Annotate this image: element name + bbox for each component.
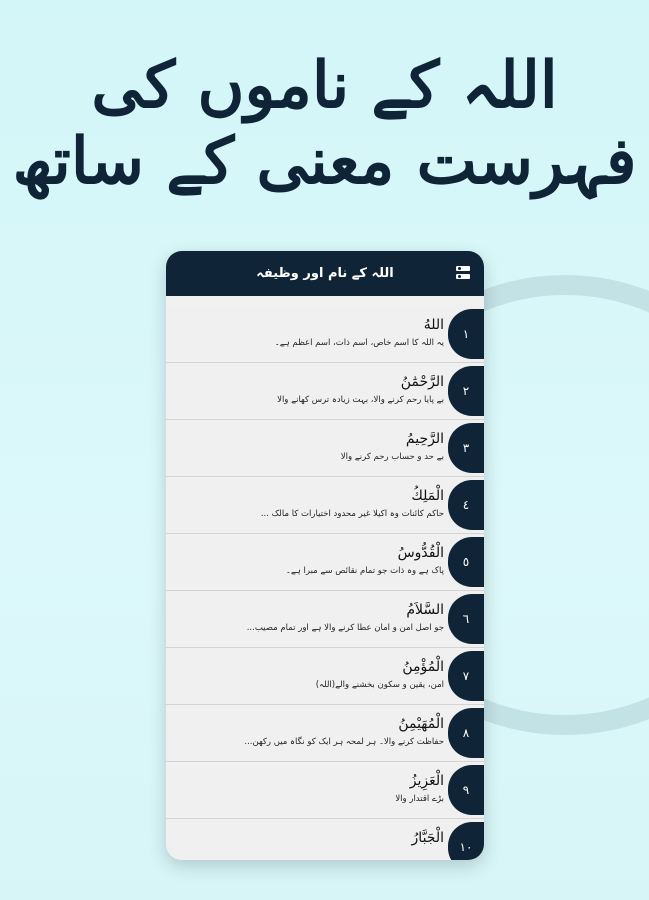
number-badge: ٩: [448, 765, 484, 815]
number-badge: ١٠: [448, 822, 484, 860]
number-badge: ١: [448, 309, 484, 359]
name-meaning: بے حد و حساب رحم کرنے والا: [340, 452, 444, 462]
name-title: الْمُهَيْمِنُ: [398, 716, 444, 732]
list-view-icon[interactable]: [456, 266, 470, 280]
number-badge: ٨: [448, 708, 484, 758]
list-item[interactable]: [166, 705, 484, 762]
name-title: الْمُؤْمِنُ: [402, 659, 444, 675]
name-title: السَّلاَمُ: [406, 602, 444, 618]
name-meaning: حفاظت کرنے والا۔ ہر لمحہ ہر ایک کو نگاہ میں رکھن...: [244, 737, 444, 747]
number-badge: ٧: [448, 651, 484, 701]
list-item-text: [172, 713, 444, 749]
name-meaning: امن، یقین و سکون بخشنے والے(اللہ): [315, 680, 444, 690]
list-item-text: [172, 428, 444, 464]
number-badge: ٢: [448, 366, 484, 416]
list-item-text: [172, 827, 444, 849]
list-item-text: [172, 542, 444, 578]
list-item[interactable]: [166, 306, 484, 363]
name-title: الْقُدُّوسُ: [397, 545, 444, 561]
name-meaning: بڑے اقتدار والا: [395, 794, 444, 804]
names-list: [166, 306, 484, 860]
number-badge: ٣: [448, 423, 484, 473]
name-meaning: حاکم کائنات وہ اکیلا غیر محدود اختیارات کا مالک ...: [260, 509, 444, 519]
name-title: الرَّحِيمُ: [405, 431, 444, 447]
list-item-text: [172, 656, 444, 692]
name-meaning: جو اصل امن و امان عطا کرنے والا ہے اور تمام مصیب...: [246, 623, 444, 633]
list-item-text: [172, 371, 444, 407]
name-meaning: بے پایا رحم کرنے والا، بہت زیادہ ترس کھانے والا: [277, 395, 444, 405]
list-item-text: [172, 485, 444, 521]
number-badge: ٥: [448, 537, 484, 587]
list-item[interactable]: [166, 762, 484, 819]
name-title: الرَّحْمَٰنُ: [400, 374, 444, 390]
list-item-text: [172, 770, 444, 806]
name-title: الْمَلِكُ: [411, 488, 444, 504]
headline-line-2: فہرست معنی کے ساتھ: [12, 124, 637, 199]
app-title: اللہ کے نام اور وظیفہ: [256, 266, 394, 281]
list-item[interactable]: [166, 534, 484, 591]
name-meaning: پاک ہے وہ ذات جو تمام نقائص سے مبرا ہے۔: [285, 566, 444, 576]
app-bar: [166, 251, 484, 296]
list-item[interactable]: [166, 591, 484, 648]
name-title: اللهُ: [423, 317, 444, 333]
name-meaning: یہ اللہ کا اسم خاص، اسم ذات، اسم اعظم ہے۔: [274, 338, 444, 348]
name-title: الْعَزِيزُ: [409, 773, 444, 789]
headline-line-1: اللہ کے ناموں کی: [91, 48, 558, 123]
list-item[interactable]: [166, 477, 484, 534]
phone-screen: [166, 251, 484, 860]
number-badge: ٦: [448, 594, 484, 644]
list-item-text: [172, 599, 444, 635]
list-item-text: [172, 314, 444, 350]
list-item[interactable]: [166, 363, 484, 420]
list-item[interactable]: [166, 819, 484, 860]
name-title: الْجَبَّارُ: [411, 830, 444, 846]
list-item[interactable]: [166, 420, 484, 477]
list-item[interactable]: [166, 648, 484, 705]
number-badge: ٤: [448, 480, 484, 530]
